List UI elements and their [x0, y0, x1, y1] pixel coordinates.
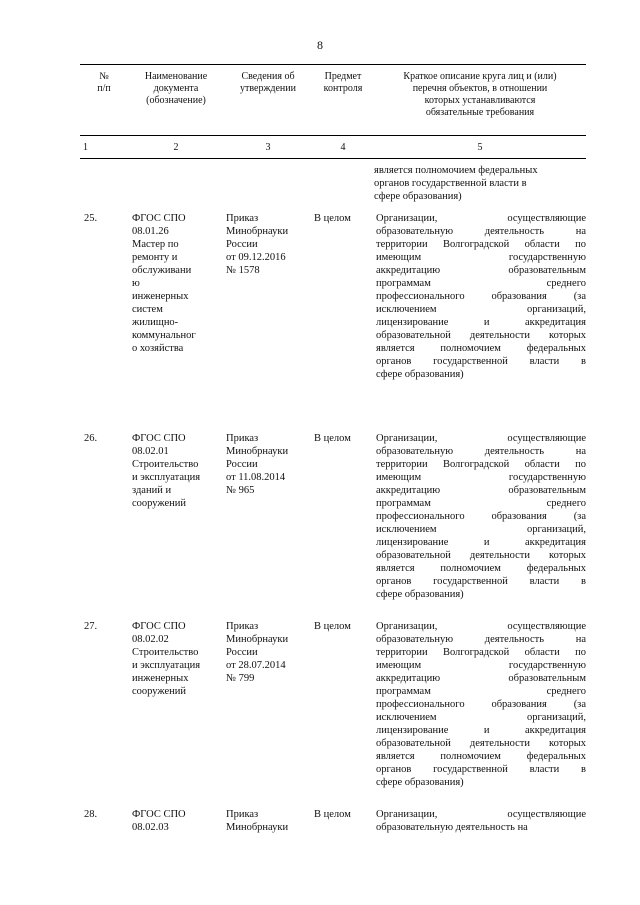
description-line: лицензирование и аккредитация	[376, 537, 586, 548]
description-line: программам среднего	[376, 686, 586, 697]
control-subject: В целом	[314, 433, 351, 444]
document-name-line: ФГОС СПО	[132, 809, 186, 820]
approval-line: от 11.08.2014	[226, 472, 286, 483]
column-number: 1	[83, 141, 88, 153]
approval-info	[224, 432, 312, 601]
approval-info	[224, 808, 312, 834]
approval-line: России	[226, 647, 258, 658]
description-line: аккредитацию образовательным	[376, 485, 586, 496]
header-line: которых устанавливаются	[424, 95, 536, 106]
document-name-line: ю	[132, 278, 140, 289]
document-name	[128, 212, 224, 381]
description-line: аккредитацию образовательным	[376, 673, 586, 684]
approval-line: № 799	[226, 673, 255, 684]
document-name-line: Строительство	[132, 459, 199, 470]
approval-line: России	[226, 459, 258, 470]
description-line: образовательной деятельности которых	[376, 738, 586, 749]
approval-line: Приказ	[226, 213, 259, 224]
header-col-description	[374, 65, 586, 135]
document-name-line: зданий и	[132, 485, 172, 496]
document-name-line: ФГОС СПО	[132, 433, 186, 444]
approval-line: № 965	[226, 485, 255, 496]
document-name-line: и эксплуатация	[132, 660, 201, 671]
description-line: органов государственной власти в	[376, 576, 586, 587]
document-name-line: и эксплуатация	[132, 472, 201, 483]
description-line: имеющим государственную	[376, 472, 586, 483]
description-line: исключением организаций,	[376, 524, 586, 535]
row-number: 26.	[84, 433, 98, 444]
approval-line: Приказ	[226, 433, 259, 444]
header-line: п/п	[97, 83, 111, 94]
approval-line: Минобрнауки	[226, 822, 289, 833]
description-line: программам среднего	[376, 498, 586, 509]
description-line: территории Волгоградской области по	[376, 647, 586, 658]
header-col-document	[128, 65, 224, 135]
header-line: контроля	[323, 83, 363, 94]
approval-line: Минобрнауки	[226, 226, 289, 237]
description-line: территории Волгоградской области по	[376, 239, 586, 250]
table-header	[80, 64, 586, 136]
description-line: органов государственной власти в	[376, 764, 586, 775]
header-line: №	[99, 71, 109, 82]
description-line: Организации, осуществляющие	[376, 809, 586, 820]
description-line: Организации, осуществляющие	[376, 433, 586, 444]
document-name-line: ФГОС СПО	[132, 621, 186, 632]
description-line: программам среднего	[376, 278, 586, 289]
column-number: 4	[340, 141, 346, 153]
table-row	[80, 620, 586, 789]
control-subject: В целом	[314, 213, 351, 224]
description-line: лицензирование и аккредитация	[376, 725, 586, 736]
column-number: 2	[173, 141, 179, 153]
header-line: обязательные требования	[425, 107, 535, 118]
header-line: (обозначение)	[146, 95, 206, 106]
approval-line: Минобрнауки	[226, 446, 289, 457]
approval-line: № 1578	[226, 265, 260, 276]
description	[374, 620, 586, 789]
header-col-subject	[312, 65, 374, 135]
description-line: сфере образования)	[376, 777, 464, 788]
document-name-line: 08.02.02	[132, 634, 169, 645]
document-name-line: сооружений	[132, 686, 187, 697]
header-line: Наименование	[144, 71, 208, 82]
header-line: Предмет	[324, 71, 362, 82]
document-name-line: жилищно-	[132, 317, 179, 328]
document-name	[128, 620, 224, 789]
document-name-line: обслуживани	[132, 265, 192, 276]
description-line: Организации, осуществляющие	[376, 621, 586, 632]
description-line: исключением организаций,	[376, 712, 586, 723]
continuation-line: органов государственной власти в	[374, 178, 527, 189]
description-line: имеющим государственную	[376, 660, 586, 671]
description-line: сфере образования)	[376, 369, 464, 380]
table-row	[80, 212, 586, 381]
document-name-line: 08.01.26	[132, 226, 169, 237]
description-line: имеющим государственную	[376, 252, 586, 263]
document-name-line: коммунальног	[132, 330, 196, 341]
approval-line: Приказ	[226, 809, 259, 820]
document-name-line: ремонту и	[132, 252, 178, 263]
approval-line: от 28.07.2014	[226, 660, 286, 671]
description-line: исключением организаций,	[376, 304, 586, 315]
approval-line: России	[226, 239, 258, 250]
approval-line: от 09.12.2016	[226, 252, 286, 263]
approval-line: Минобрнауки	[226, 634, 289, 645]
description	[374, 808, 586, 834]
requirements-table	[80, 64, 586, 203]
column-number: 5	[477, 141, 483, 153]
table-row	[80, 432, 586, 601]
document-name-line: Строительство	[132, 647, 199, 658]
description-line: образовательную деятельность на	[376, 822, 528, 833]
table-row	[80, 808, 586, 834]
description-line: образовательную деятельность на	[376, 226, 586, 237]
description	[374, 212, 586, 381]
description-line: лицензирование и аккредитация	[376, 317, 586, 328]
document-name-line: ФГОС СПО	[132, 213, 186, 224]
description-line: аккредитацию образовательным	[376, 265, 586, 276]
header-line: перечня объектов, в отношении	[412, 83, 548, 94]
control-subject: В целом	[314, 809, 351, 820]
document-name-line: 08.02.03	[132, 822, 169, 833]
description-line: профессионального образования (за	[376, 699, 586, 710]
header-col-number	[80, 65, 128, 135]
approval-line: Приказ	[226, 621, 259, 632]
row-number: 27.	[84, 621, 98, 632]
document-name-line: сооружений	[132, 498, 187, 509]
control-subject: В целом	[314, 621, 351, 632]
document-name-line: инженерных	[132, 291, 189, 302]
description-line: территории Волгоградской области по	[376, 459, 586, 470]
document-name	[128, 808, 224, 834]
description-line: является полномочием федеральных	[376, 563, 586, 574]
row-number: 25.	[84, 213, 98, 224]
description-line: образовательной деятельности которых	[376, 550, 586, 561]
description-line: сфере образования)	[376, 589, 464, 600]
description-line: является полномочием федеральных	[376, 343, 586, 354]
header-line: документа	[153, 83, 199, 94]
description-line: образовательную деятельность на	[376, 634, 586, 645]
page-number: 8	[317, 38, 323, 52]
description-line: Организации, осуществляющие	[376, 213, 586, 224]
header-line: Сведения об	[241, 71, 295, 82]
row-number: 28.	[84, 809, 98, 820]
description-line: образовательной деятельности которых	[376, 330, 586, 341]
column-numbers-row	[80, 136, 586, 159]
header-line: Краткое описание круга лиц и (или)	[403, 71, 557, 82]
description-line: органов государственной власти в	[376, 356, 586, 367]
approval-info	[224, 212, 312, 381]
description-line: является полномочием федеральных	[376, 751, 586, 762]
description	[374, 432, 586, 601]
document-name-line: инженерных	[132, 673, 189, 684]
document-name-line: систем	[132, 304, 163, 315]
column-number: 3	[265, 141, 271, 153]
description-line: образовательную деятельность на	[376, 446, 586, 457]
continuation-text	[80, 159, 586, 203]
description-line: профессионального образования (за	[376, 511, 586, 522]
header-col-approval	[224, 65, 312, 135]
document-name-line: 08.02.01	[132, 446, 169, 457]
header-line: утверждении	[240, 83, 296, 94]
description-line: профессионального образования (за	[376, 291, 586, 302]
approval-info	[224, 620, 312, 789]
document-name	[128, 432, 224, 601]
document-name-line: о хозяйства	[132, 343, 184, 354]
continuation-line: сфере образования)	[374, 191, 462, 202]
document-name-line: Мастер по	[132, 239, 179, 250]
continuation-line: является полномочием федеральных	[374, 165, 538, 176]
